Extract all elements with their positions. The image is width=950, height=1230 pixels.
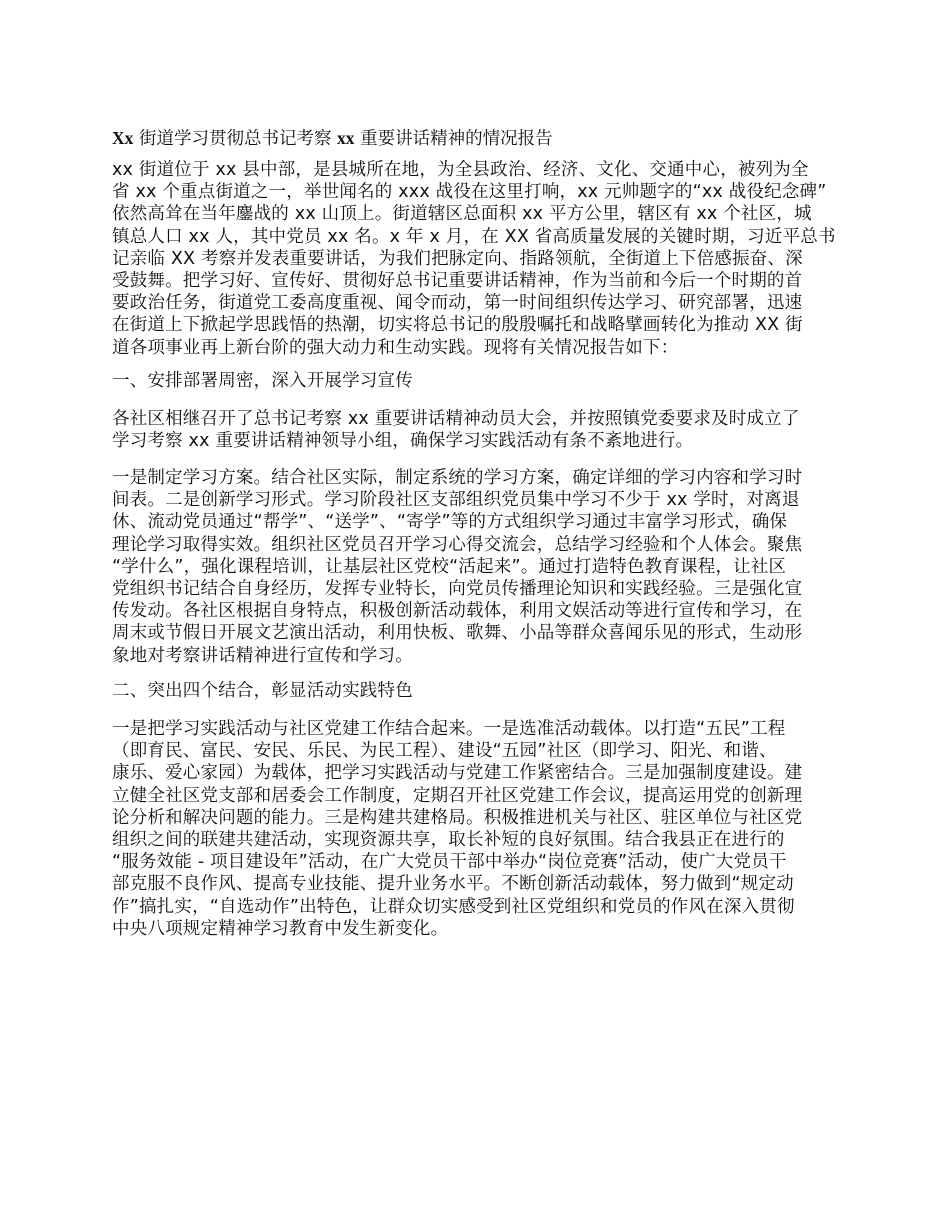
text-line: 理论学习取得实效。组织社区党员召开学习心得交流会，总结学习经验和个人体会。聚焦 (112, 534, 803, 555)
text-line: 周末或节假日开展文艺演出活动，利用快板、歌舞、小品等群众喜闻乐见的形式，生动形 (112, 623, 803, 644)
document-title (112, 127, 852, 150)
text-line: 党组织书记结合自身经历，发挥专业特长，向党员传播理论知识和实践经验。三是强化宣 (112, 578, 803, 599)
text-line: 象地对考察讲话精神进行宣传和学习。 (112, 645, 413, 666)
section-heading-1 (112, 370, 852, 392)
text-line: 部克服不良作风、提高专业技能、提升业务水平。不断创新活动载体，努力做到“规定动 (112, 874, 794, 895)
text-line: 间表。二是创新学习形式。学习阶段社区支部组织党员集中学习不少于 xx 学时，对离退 (112, 490, 800, 511)
text-line: 康乐、爱心家园）为载体，把学习实践活动与党建工作紧密结合。三是加强制度建设。建 (112, 763, 803, 784)
text-line: （即育民、富民、安民、乐民、为民工程）、建设“五园”社区（即学习、阳光、和谐、 (112, 741, 777, 762)
text-line: 作”搞扎实，“自选动作”出特色，让群众切实感受到社区党组织和党员的作风在深入贯彻 (112, 896, 795, 917)
paragraph-p3 (112, 467, 852, 667)
text-line: 立健全社区党支部和居委会工作制度，定期召开社区党建工作会议，提高运用党的创新理 (112, 785, 803, 806)
text-line: 在街道上下掀起学思践悟的热潮，切实将总书记的殷殷嘱托和战略擘画转化为推动 XX 街 (112, 315, 803, 336)
text-line: 一是制定学习方案。结合社区实际，制定系统的学习方案，确定详细的学习内容和学习时 (112, 468, 803, 488)
text-line: 道各项事业再上新台阶的强大动力和生动实践。现将有关情况报告如下： (112, 337, 679, 358)
paragraph-p4 (112, 718, 852, 940)
title-prefix: Xx (112, 128, 134, 148)
text-line: “服务效能 - 项目建设年”活动，在广大党员干部中举办“岗位竞赛”活动，使广大党员干 (112, 852, 787, 873)
paragraph-p2 (112, 408, 852, 452)
title-mid: xx (337, 128, 355, 148)
text-line: 休、流动党员通过“帮学”、“送学”、“寄学”等的方式组织学习通过丰富学习形式，确保 (112, 512, 788, 533)
title-part2: 重要讲话精神的情况报告 (354, 129, 553, 149)
text-line: 一是把学习实践活动与社区党建工作结合起来。一是选准活动载体。以打造“五民”工程 (112, 719, 786, 739)
text-line: 中央八项规定精神学习教育中发生新变化。 (112, 918, 449, 939)
text-line: 学习考察 xx 重要讲话精神领导小组，确保学习实践活动有条不紊地进行。 (112, 431, 694, 452)
text-line: xx 街道位于 xx 县中部，是县城所在地，为全县政治、经济、文化、交通中心，被列为全 (112, 160, 809, 180)
text-line: 传发动。各社区根据自身特点，积极创新活动载体，利用文娱活动等进行宣传和学习，在 (112, 601, 803, 622)
text-line: 省 xx 个重点街道之一，举世闻名的 xxx 战役在这里打响，xx 元帅题字的“xx 战役纪念碑” (112, 182, 827, 203)
text-line: 二、突出四个结合，彰显活动实践特色 (112, 681, 413, 701)
text-line: 一、安排部署周密，深入开展学习宣传 (112, 371, 413, 391)
text-line: 镇总人口 xx 人，其中党员 xx 名。x 年 x 月，在 XX 省高质量发展的关键时期，习近平总书 (112, 226, 836, 247)
text-line: 组织之间的联建共建活动，实现资源共享，取长补短的良好氛围。结合我县正在进行的 (112, 829, 785, 850)
text-line: 记亲临 XX 考察并发表重要讲话，为我们把脉定向、指路领航，全街道上下倍感振奋、深 (112, 248, 803, 269)
paragraph-intro (112, 159, 852, 359)
text-line: 论分析和解决问题的能力。三是构建共建格局。积极推进机关与社区、驻区单位与社区党 (112, 807, 803, 828)
text-line: 依然高耸在当年鏖战的 xx 山顶上。街道辖区总面积 xx 平方公里，辖区有 xx 个社区，城 (112, 204, 812, 225)
text-line: 要政治任务，街道党工委高度重视、闻令而动，第一时间组织传达学习、研究部署，迅速 (112, 293, 803, 314)
title-part1: 街道学习贯彻总书记考察 (133, 129, 338, 149)
section-heading-2 (112, 680, 852, 702)
text-line: “学什么”，强化课程培训，让基层社区党校“活起来”。通过打造特色教育课程，让社区 (112, 556, 787, 577)
text-line: 受鼓舞。把学习好、宣传好、贯彻好总书记重要讲话精神，作为当前和今后一个时期的首 (112, 270, 803, 291)
text-line: 各社区相继召开了总书记考察 xx 重要讲话精神动员大会，并按照镇党委要求及时成立了 (112, 409, 800, 429)
